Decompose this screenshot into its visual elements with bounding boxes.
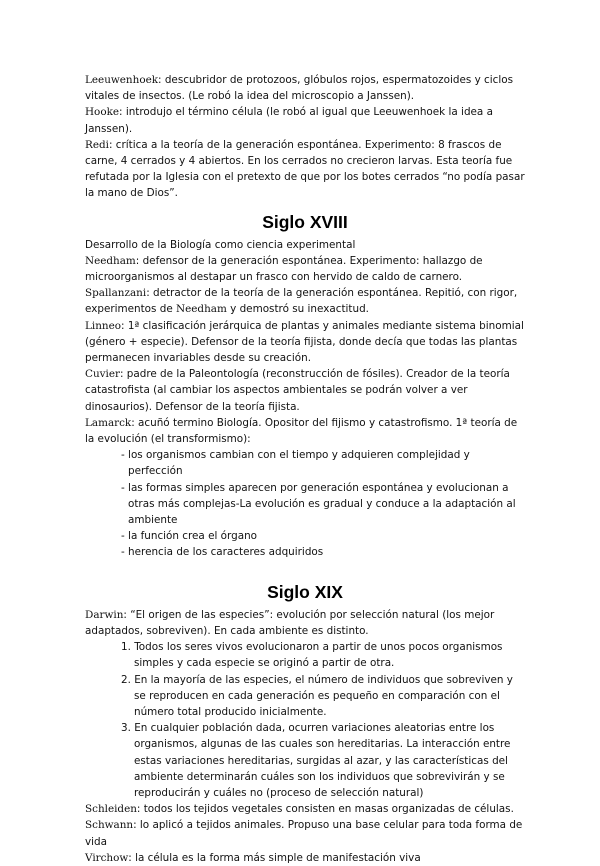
document-page: [85, 72, 525, 866]
entry-virchow: [85, 850, 525, 866]
entry-text: : descubridor de protozoos, glóbulos rojos, espermatozoides y ciclos vitales de insectos. (Le robó la idea del microscopio a Janssen).: [85, 74, 513, 103]
entry-linneo: [85, 318, 525, 367]
entry-schwann: [85, 817, 525, 849]
entry-schleiden: [85, 801, 525, 817]
entry-lamarck: [85, 415, 525, 447]
section-subtitle: Desarrollo de la Biología como ciencia experimental: [85, 238, 356, 251]
scientist-name: Linneo: [85, 319, 122, 332]
scientist-name: Virchow: [85, 851, 129, 864]
scientist-name: Leeuwenhoek: [85, 74, 159, 86]
entry-text: : la célula es la forma más simple de manifestación viva: [128, 851, 421, 864]
scientist-name: Lamarck: [85, 416, 132, 429]
entry-text: : acuñó termino Biología. Opositor del fijismo y catastrofismo. 1ª teoría de la evolución (el transformismo):: [85, 416, 518, 446]
list-item: 2. En la mayoría de las especies, el número de individuos que sobreviven y se reproducen en cada generación es pequeño en comparación con el número total producido inicialmente.: [121, 673, 513, 718]
entry-text: : todos los tejidos vegetales consisten en masas organizadas de células.: [136, 803, 514, 816]
list-item: 3. En cualquier población dada, ocurren variaciones aleatorias entre los organismos, algunas de las cuales son hereditarias. La interacción entre estas variaciones hereditarias, surgidas al azar, y las características del ambiente determinarán cuáles son los individuos que sobrevivirán y se reproducirán y cuáles no (proceso de selección natural): [121, 722, 511, 799]
section-heading-siglo-xviii: Siglo XVIII: [262, 211, 348, 232]
list-item: - herencia de los caracteres adquiridos: [121, 546, 324, 559]
entry-hooke: [85, 104, 525, 136]
entry-needham: [85, 253, 525, 285]
list-item: 1. Todos los seres vivos evolucionaron a partir de unos pocos organismos simples y cada especie se originó a partir de otra.: [121, 641, 503, 670]
entry-text: : 1ª clasificación jerárquica de plantas y animales mediante sistema binomial (género + especie). Defensor de la teoría fijista, donde decía que todas las plantas permanecen invariables desde su creación.: [85, 319, 524, 365]
scientist-name: Redi: [85, 138, 109, 151]
entry-text: : padre de la Paleontología (reconstrucción de fósiles). Creador de la teoría catastrofista (al cambiar los aspectos ambientales se podrán volver a ver dinosaurios). Defensor de la teoría fijista.: [85, 368, 510, 413]
list-item: - la función crea el órgano: [121, 530, 258, 543]
entry-text: : detractor de la teoría de la generación espontánea. Repitió, con rigor, experimentos de: [85, 287, 518, 316]
entry-leeuwenhoek: [85, 72, 525, 104]
scientist-name: Darwin: [85, 608, 124, 621]
section-heading-siglo-xix: Siglo XIX: [267, 581, 343, 602]
list-item: - los organismos cambian con el tiempo y adquieren complejidad y perfección: [121, 449, 470, 478]
entry-cuvier: [85, 366, 525, 415]
entry-text: y demostró su inexactitud.: [226, 303, 369, 316]
entry-text: : introdujo el término célula (le robó al igual que Leeuwenhoek la idea a Janssen).: [85, 106, 493, 135]
entry-darwin: [85, 607, 525, 639]
scientist-name: Cuvier: [85, 368, 120, 381]
scientist-reference: Needham: [176, 303, 227, 316]
scientist-name: Schleiden: [85, 803, 137, 816]
darwin-points-list: [85, 639, 525, 801]
lamarck-points-list: [85, 447, 525, 560]
entry-text: : defensor de la generación espontánea. Experimento: hallazgo de microorganismos al destapar un frasco con hervido de caldo de carnero.: [85, 254, 483, 284]
entry-text: : lo aplicó a tejidos animales. Propuso una base celular para toda forma de vida: [85, 819, 523, 848]
scientist-name: Schwann: [85, 819, 134, 832]
scientist-name: Hooke: [85, 106, 120, 119]
entry-redi: [85, 137, 525, 202]
entry-text: : “El origen de las especies”: evolución por selección natural (los mejor adaptados, sobreviven). En cada ambiente es distinto.: [85, 608, 495, 637]
scientist-name: Spallanzani: [85, 287, 147, 300]
entry-spallanzani: [85, 285, 525, 317]
entry-text: : crítica a la teoría de la generación espontánea. Experimento: 8 frascos de carne, 4 cerrados y 4 abiertos. En los cerrados no crecieron larvas. Esta teoría fue refutada por la Iglesia con el pretexto de que por los botes cerrados “no podía pasar la mano de Dios”.: [85, 138, 525, 200]
scientist-name: Needham: [85, 254, 136, 267]
list-item: - las formas simples aparecen por generación espontánea y evolucionan a otras más complejas-La evolución es gradual y conduce a la adaptación al ambiente: [121, 481, 516, 527]
